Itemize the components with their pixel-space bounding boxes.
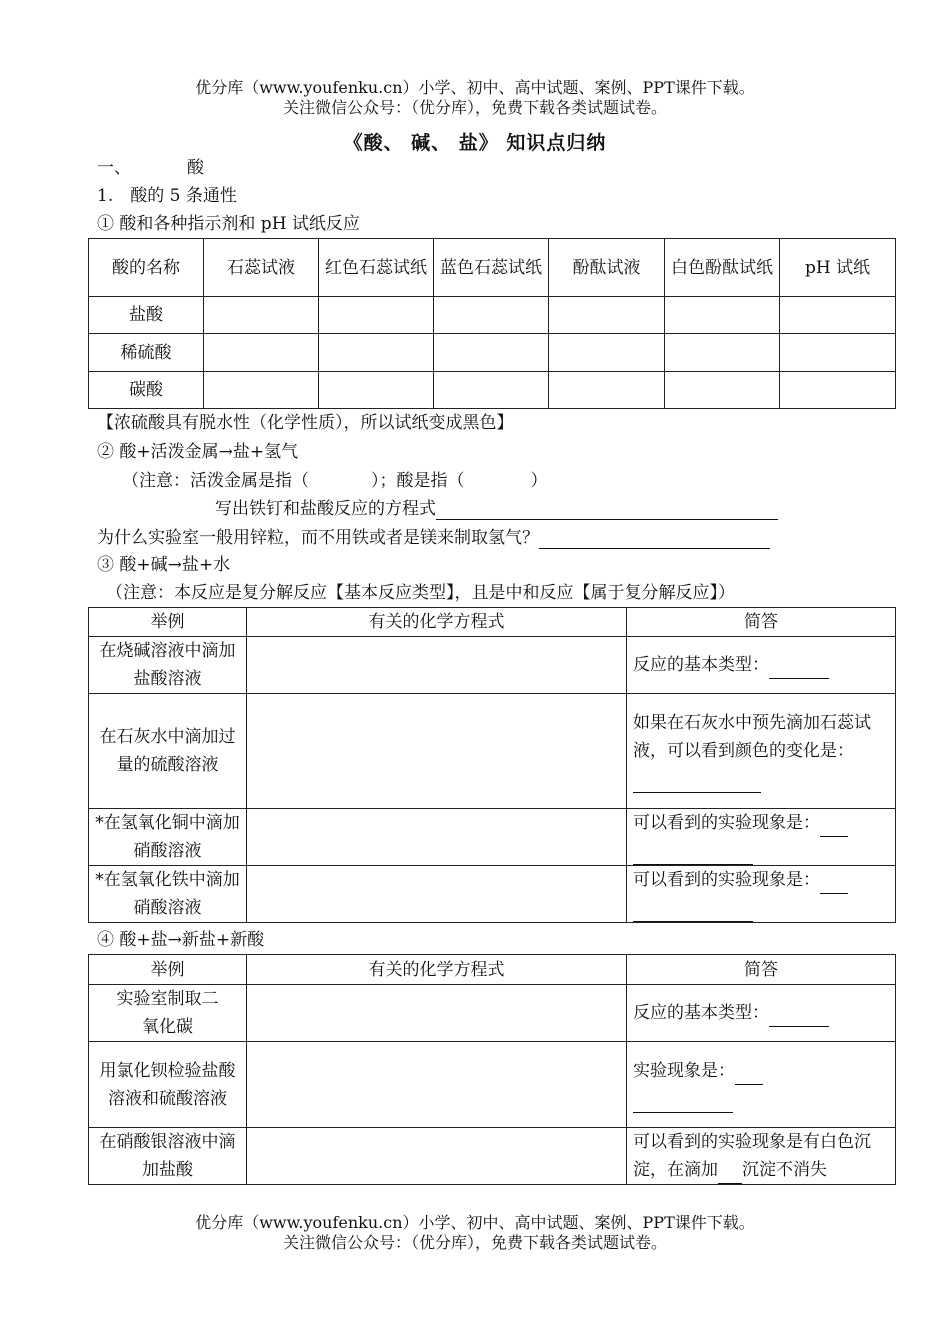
table-row bbox=[89, 694, 896, 809]
answer-cell[interactable] bbox=[319, 334, 434, 372]
header-example: 举例 bbox=[89, 608, 247, 637]
answer-cell[interactable] bbox=[549, 297, 665, 334]
answer-cell[interactable] bbox=[780, 372, 896, 409]
header-litmus-solution: 石蕊试液 bbox=[204, 239, 319, 297]
equation-cell[interactable] bbox=[247, 985, 627, 1042]
answer-text: 如果在石灰水中预先滴加石蕊试液，可以看到颜色的变化是： bbox=[633, 713, 871, 761]
answer-blank[interactable] bbox=[820, 875, 848, 894]
answer-blank[interactable] bbox=[820, 818, 848, 837]
equation-cell[interactable] bbox=[247, 637, 627, 694]
header-red-litmus-paper: 红色石蕊试纸 bbox=[319, 239, 434, 297]
note-sulfuric-acid: 【浓硫酸具有脱水性（化学性质），所以试纸变成黑色】 bbox=[97, 413, 514, 433]
answer-cell[interactable] bbox=[549, 372, 665, 409]
equation-cell[interactable] bbox=[247, 1042, 627, 1128]
header-ph-paper: pH 试纸 bbox=[780, 239, 896, 297]
header-white-phenolphthalein-paper: 白色酚酞试纸 bbox=[665, 239, 780, 297]
header-acid-name: 酸的名称 bbox=[89, 239, 204, 297]
answer-text: 可以看到的实验现象是： bbox=[633, 870, 820, 890]
acid-base-table bbox=[88, 607, 896, 923]
item-heading: 1. 酸的 5 条通性 bbox=[97, 186, 237, 206]
footer-line-2: 关注微信公众号：（优分库），免费下载各类试题试卷。 bbox=[282, 1233, 667, 1252]
acid-name-cell: 盐酸 bbox=[89, 297, 204, 334]
note-part-a: （注意：活泼金属是指（ bbox=[122, 471, 309, 491]
table-row bbox=[89, 334, 896, 372]
zinc-question-blank[interactable] bbox=[539, 530, 770, 549]
answer-cell[interactable] bbox=[665, 297, 780, 334]
section-number: 一、 bbox=[97, 158, 131, 178]
answer-cell bbox=[627, 1042, 896, 1128]
example-cell: 在硝酸银溶液中滴加盐酸 bbox=[89, 1128, 247, 1185]
answer-cell bbox=[627, 866, 896, 923]
acid-salt-table bbox=[88, 954, 896, 1185]
header-line-2: 关注微信公众号：（优分库），免费下载各类试题试卷。 bbox=[282, 98, 667, 117]
section-heading bbox=[97, 157, 204, 179]
answer-cell bbox=[627, 694, 896, 809]
answer-blank[interactable] bbox=[633, 1094, 733, 1113]
answer-text-a: 可以看到的实验现象是有白色沉淀，在滴加 bbox=[633, 1132, 871, 1180]
answer-cell[interactable] bbox=[204, 372, 319, 409]
answer-text: 实验现象是： bbox=[633, 1060, 735, 1081]
header-answer: 简答 bbox=[627, 608, 896, 637]
answer-text: 反应的基本类型： bbox=[633, 1003, 769, 1023]
answer-cell[interactable] bbox=[780, 334, 896, 372]
table-row bbox=[89, 372, 896, 409]
table-row bbox=[89, 985, 896, 1042]
subheading-active-metal: ② 酸+活泼金属→盐+氢气 bbox=[97, 442, 299, 462]
table-header-row bbox=[89, 239, 896, 297]
table-row bbox=[89, 1128, 896, 1185]
zinc-question-text: 为什么实验室一般用锌粒，而不用铁或者是镁来制取氢气？ bbox=[97, 528, 539, 548]
answer-text: 反应的基本类型： bbox=[633, 655, 769, 675]
header-line-1: 优分库（www.youfenku.cn）小学、初中、高中试题、案例、PPT课件下载。 bbox=[195, 78, 755, 97]
answer-blank[interactable] bbox=[769, 1008, 829, 1027]
table-header-row bbox=[89, 955, 896, 985]
answer-blank[interactable] bbox=[633, 846, 753, 865]
answer-cell[interactable] bbox=[319, 297, 434, 334]
table-row bbox=[89, 637, 896, 694]
example-cell: *在氢氧化铜中滴加硝酸溶液 bbox=[89, 809, 247, 866]
answer-cell[interactable] bbox=[665, 334, 780, 372]
example-cell: 用氯化钡检验盐酸溶液和硫酸溶液 bbox=[89, 1042, 247, 1128]
header-answer: 简答 bbox=[627, 955, 896, 985]
neutralization-note: （注意：本反应是复分解反应【基本反应类型】，且是中和反应【属于复分解反应】） bbox=[106, 583, 735, 603]
example-cell: *在氢氧化铁中滴加硝酸溶液 bbox=[89, 866, 247, 923]
subheading-acid-base: ③ 酸+碱→盐+水 bbox=[97, 555, 231, 575]
acid-name-cell: 碳酸 bbox=[89, 372, 204, 409]
answer-cell[interactable] bbox=[434, 334, 549, 372]
answer-cell[interactable] bbox=[204, 334, 319, 372]
answer-blank[interactable] bbox=[633, 903, 753, 922]
answer-cell[interactable] bbox=[665, 372, 780, 409]
iron-equation-blank[interactable] bbox=[436, 501, 778, 520]
subheading-acid-salt: ④ 酸+盐→新盐+新酸 bbox=[97, 930, 265, 950]
equation-cell[interactable] bbox=[247, 694, 627, 809]
note-part-b: ）；酸是指（ bbox=[371, 471, 465, 491]
table-header-row bbox=[89, 608, 896, 637]
iron-equation-prompt bbox=[215, 498, 778, 520]
answer-blank[interactable] bbox=[633, 774, 761, 793]
answer-blank[interactable] bbox=[735, 1066, 763, 1085]
header-example: 举例 bbox=[89, 955, 247, 985]
footer-line-1: 优分库（www.youfenku.cn）小学、初中、高中试题、案例、PPT课件下载。 bbox=[195, 1213, 755, 1232]
answer-text: 可以看到的实验现象是： bbox=[633, 813, 820, 833]
active-metal-note bbox=[122, 470, 548, 492]
answer-cell bbox=[627, 1128, 896, 1185]
answer-cell[interactable] bbox=[319, 372, 434, 409]
header-equation: 有关的化学方程式 bbox=[247, 955, 627, 985]
answer-cell[interactable] bbox=[549, 334, 665, 372]
answer-cell[interactable] bbox=[780, 297, 896, 334]
table-row bbox=[89, 809, 896, 866]
note-part-c: ） bbox=[530, 471, 548, 491]
equation-cell[interactable] bbox=[247, 866, 627, 923]
table-row bbox=[89, 297, 896, 334]
answer-cell[interactable] bbox=[204, 297, 319, 334]
zinc-question bbox=[97, 527, 770, 549]
iron-equation-label: 写出铁钉和盐酸反应的方程式 bbox=[215, 499, 436, 519]
answer-cell[interactable] bbox=[434, 297, 549, 334]
answer-cell bbox=[627, 637, 896, 694]
indicator-table bbox=[88, 238, 896, 409]
answer-cell[interactable] bbox=[434, 372, 549, 409]
answer-blank[interactable] bbox=[769, 660, 829, 679]
answer-blank[interactable] bbox=[718, 1165, 742, 1184]
subheading-indicators: ① 酸和各种指示剂和 pH 试纸反应 bbox=[97, 214, 360, 234]
header-equation: 有关的化学方程式 bbox=[247, 608, 627, 637]
equation-cell[interactable] bbox=[247, 809, 627, 866]
header-blue-litmus-paper: 蓝色石蕊试纸 bbox=[434, 239, 549, 297]
example-cell: 在烧碱溶液中滴加盐酸溶液 bbox=[89, 637, 247, 694]
equation-cell[interactable] bbox=[247, 1128, 627, 1185]
answer-text-b: 沉淀不消失 bbox=[742, 1160, 827, 1180]
example-cell: 在石灰水中滴加过量的硫酸溶液 bbox=[89, 694, 247, 809]
section-name: 酸 bbox=[187, 158, 204, 178]
table-row bbox=[89, 1042, 896, 1128]
table-row bbox=[89, 866, 896, 923]
answer-cell bbox=[627, 809, 896, 866]
example-cell: 实验室制取二氧化碳 bbox=[89, 985, 247, 1042]
answer-cell bbox=[627, 985, 896, 1042]
acid-name-cell: 稀硫酸 bbox=[89, 334, 204, 372]
header-phenolphthalein-solution: 酚酞试液 bbox=[549, 239, 665, 297]
document-title: 《酸、 碱、 盐》 知识点归纳 bbox=[343, 132, 607, 154]
